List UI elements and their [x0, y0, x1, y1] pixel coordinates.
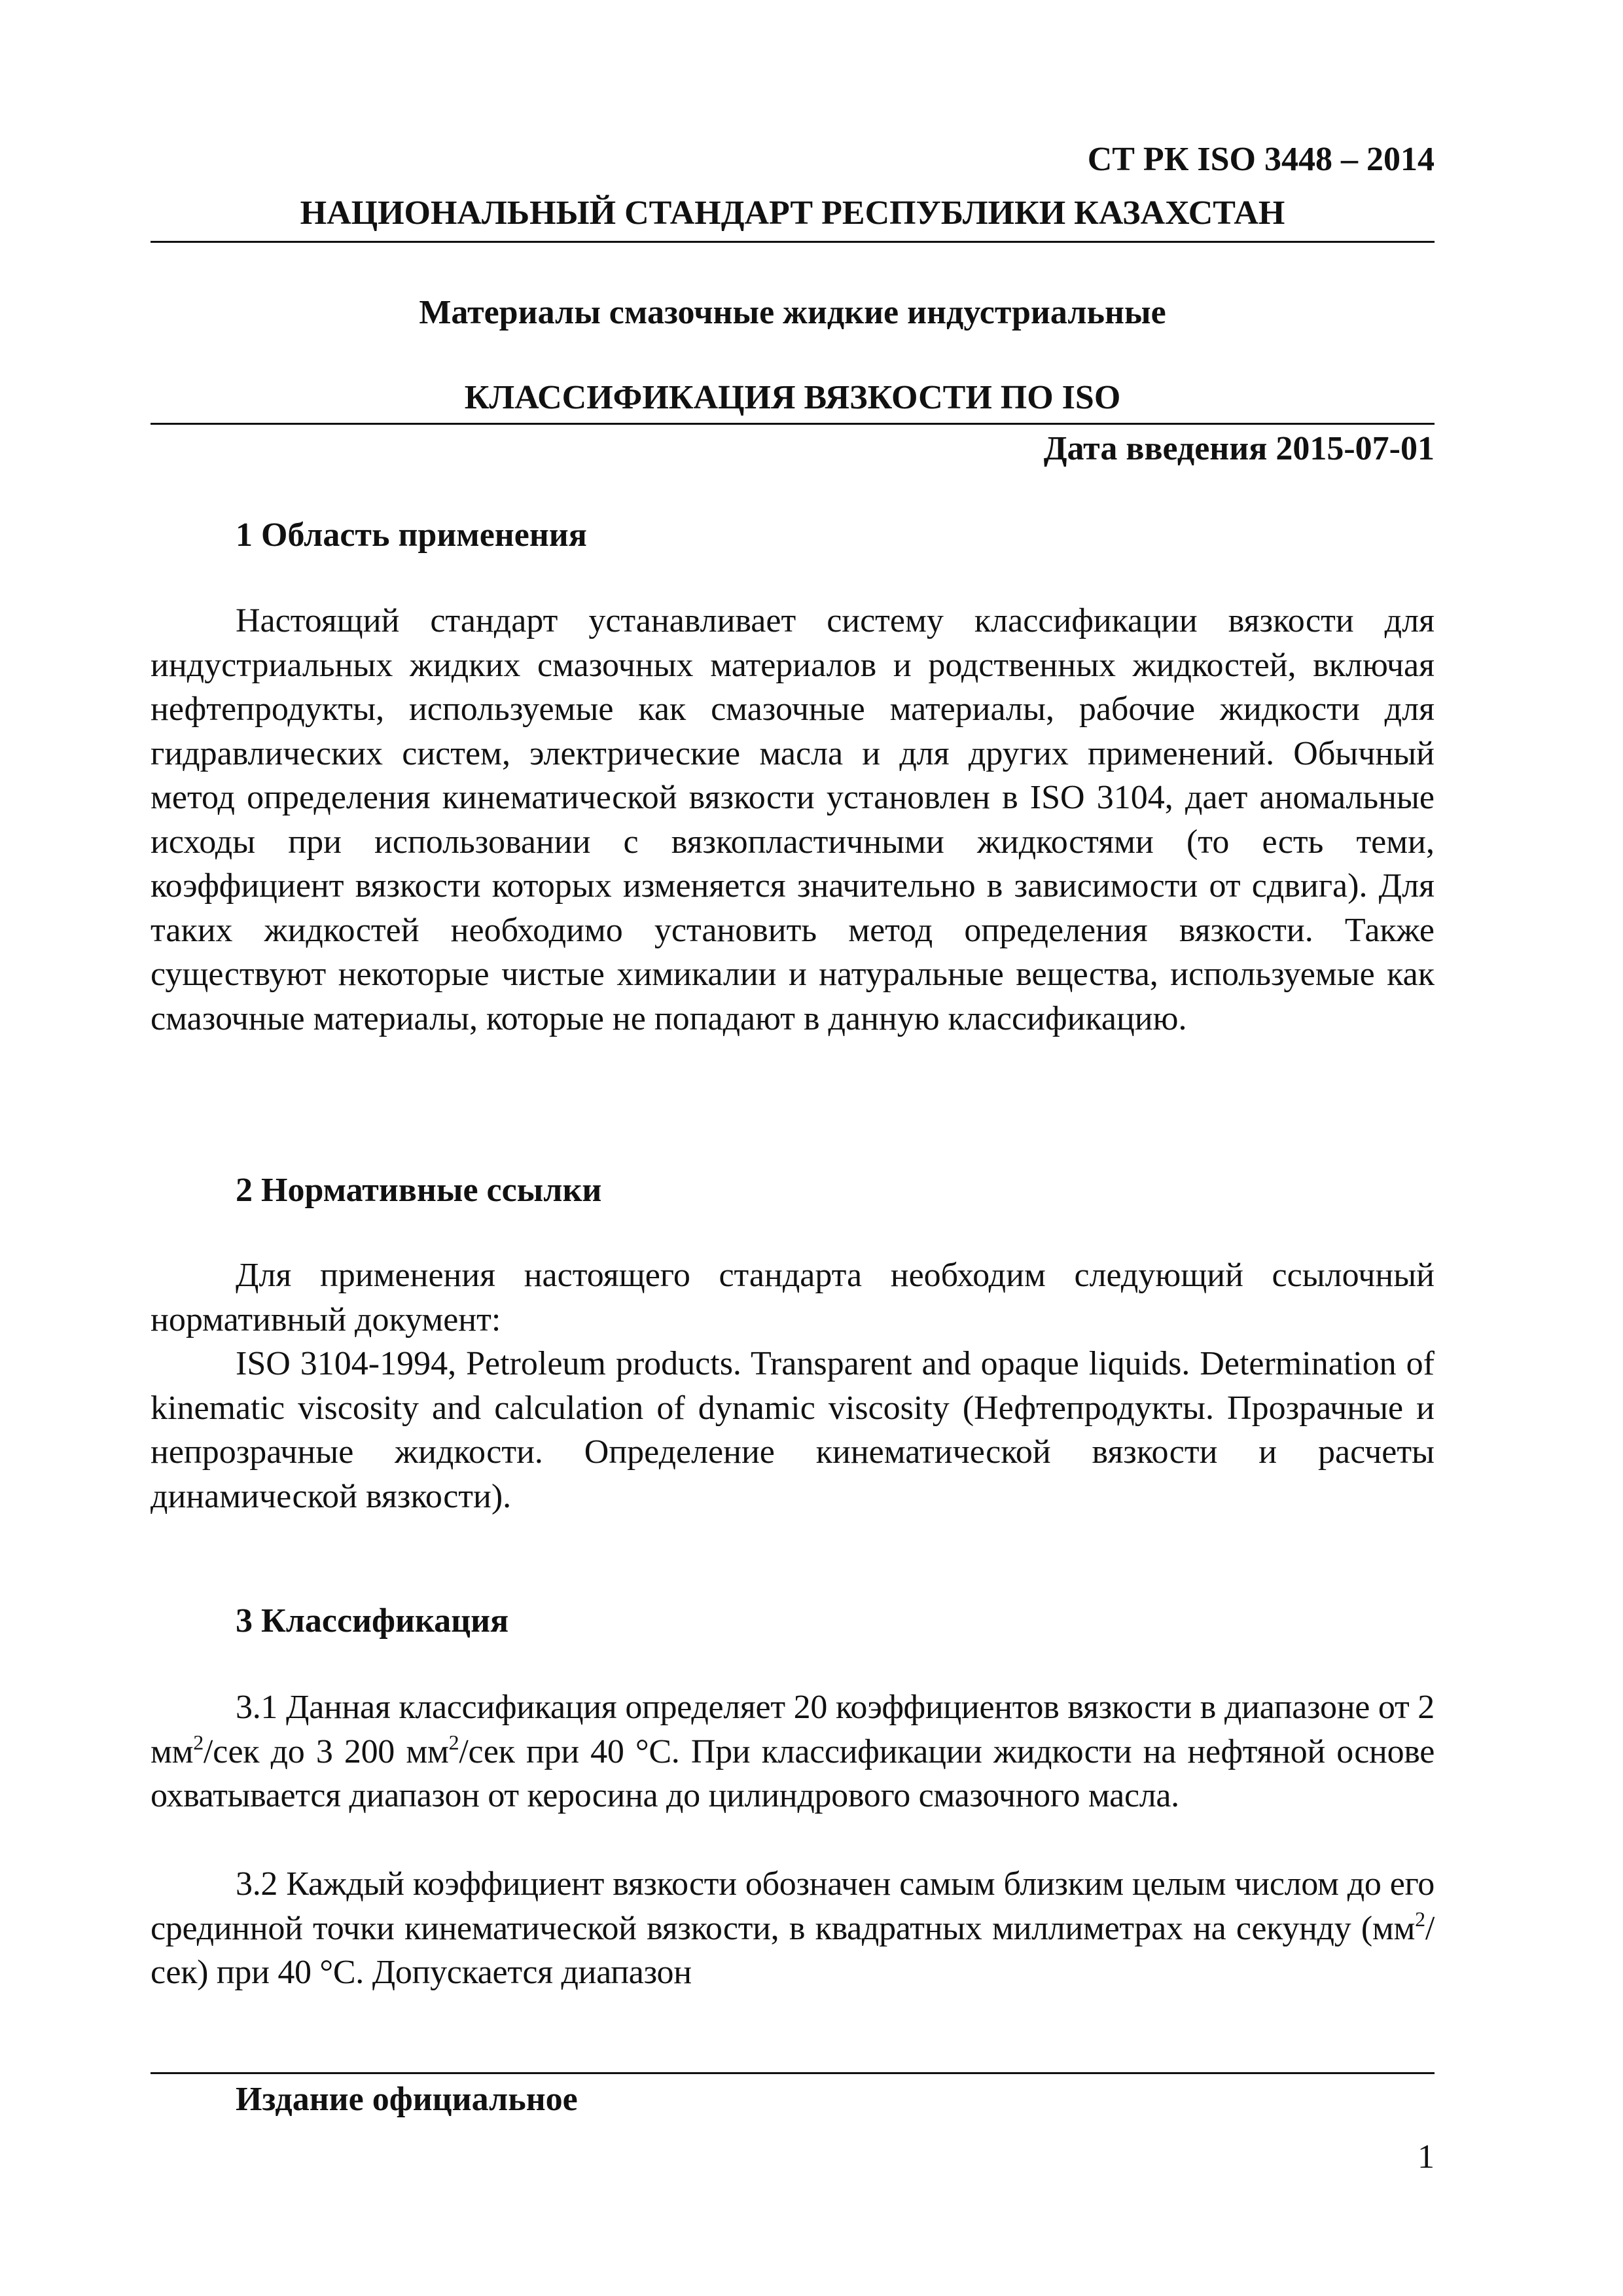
paragraph-3-2-text-a: 3.2 Каждый коэффициент вязкости обозначен самым близким целым числом до его срединной точки кинематической вязкости, в квадратных миллиметрах на секунду (мм [151, 1865, 1435, 1947]
title-rule [151, 423, 1435, 425]
superscript-2: 2 [448, 1730, 459, 1754]
paragraph-3-2 [151, 1862, 1435, 1995]
reference-text: ISO 3104-1994, Petroleum products. Transparent and opaque liquids. Determination of kinematic viscosity and calculation of dynamic viscosity (Нефтепродукты. Прозрачные и непрозрачные жидкости. Определение кинематической вязкости и расчеты динамической вязкости). [151, 1345, 1435, 1515]
standard-code: СТ РК ISO 3448 – 2014 [1087, 141, 1435, 178]
paragraph-3-1 [151, 1685, 1435, 1818]
reference-item [151, 1342, 1435, 1518]
section-heading-classification: 3 Классификация [236, 1602, 509, 1640]
national-standard-title: НАЦИОНАЛЬНЫЙ СТАНДАРТ РЕСПУБЛИКИ КАЗАХСТАН [300, 194, 1285, 232]
section-heading-references: 2 Нормативные ссылки [236, 1172, 602, 1209]
document-title: КЛАССИФИКАЦИЯ ВЯЗКОСТИ ПО ISO [464, 379, 1121, 416]
paragraph-3-1-text-c: /сек при 40 °C. При классификации жидкости на нефтяной основе охватывается диапазон от керосина до цилиндрового смазочного масла. [151, 1732, 1435, 1814]
scope-paragraph [151, 599, 1435, 1041]
introduction-date: Дата введения 2015-07-01 [1043, 430, 1435, 467]
superscript-2: 2 [193, 1730, 204, 1754]
page-number: 1 [1418, 2138, 1435, 2176]
references-intro-paragraph [151, 1253, 1435, 1342]
references-intro-text: Для применения настоящего стандарта необходим следующий ссылочный нормативный документ: [151, 1257, 1435, 1338]
edition-label: Издание официальное [236, 2081, 578, 2118]
superscript-2: 2 [1415, 1907, 1425, 1931]
header-rule [151, 241, 1435, 243]
document-subject: Материалы смазочные жидкие индустриальные [419, 294, 1166, 331]
paragraph-3-1-text-a: 3.1 Данная классификация определяет 20 коэффициентов вязкости в диапазоне от 2 мм [151, 1689, 1435, 1770]
paragraph-3-2-text-b: /сек) при 40 °C. Допускается диапазон [151, 1909, 1435, 1991]
scope-text: Настоящий стандарт устанавливает систему классификации вязкости для индустриальных жидких смазочных материалов и родственных жидкостей, включая нефтепродукты, используемые как смазочные материалы, рабочие жидкости для гидравлических систем, электрические масла и для других применений. Обычный метод определения кинематической вязкости установлен в ISO 3104, дает аномальные исходы при использовании с вязкопластичными жидкостями (то есть теми, коэффициент вязкости которых изменяется значительно в зависимости от сдвига). Для таких жидкостей необходимо установить метод определения вязкости. Также существуют некоторые чистые химикалии и натуральные вещества, используемые как смазочные материалы, которые не попадают в данную классификацию. [151, 602, 1435, 1037]
paragraph-3-1-text-b: /сек до 3 200 мм [203, 1732, 449, 1770]
section-heading-scope: 1 Область применения [236, 516, 587, 554]
footer-rule [151, 2072, 1435, 2074]
